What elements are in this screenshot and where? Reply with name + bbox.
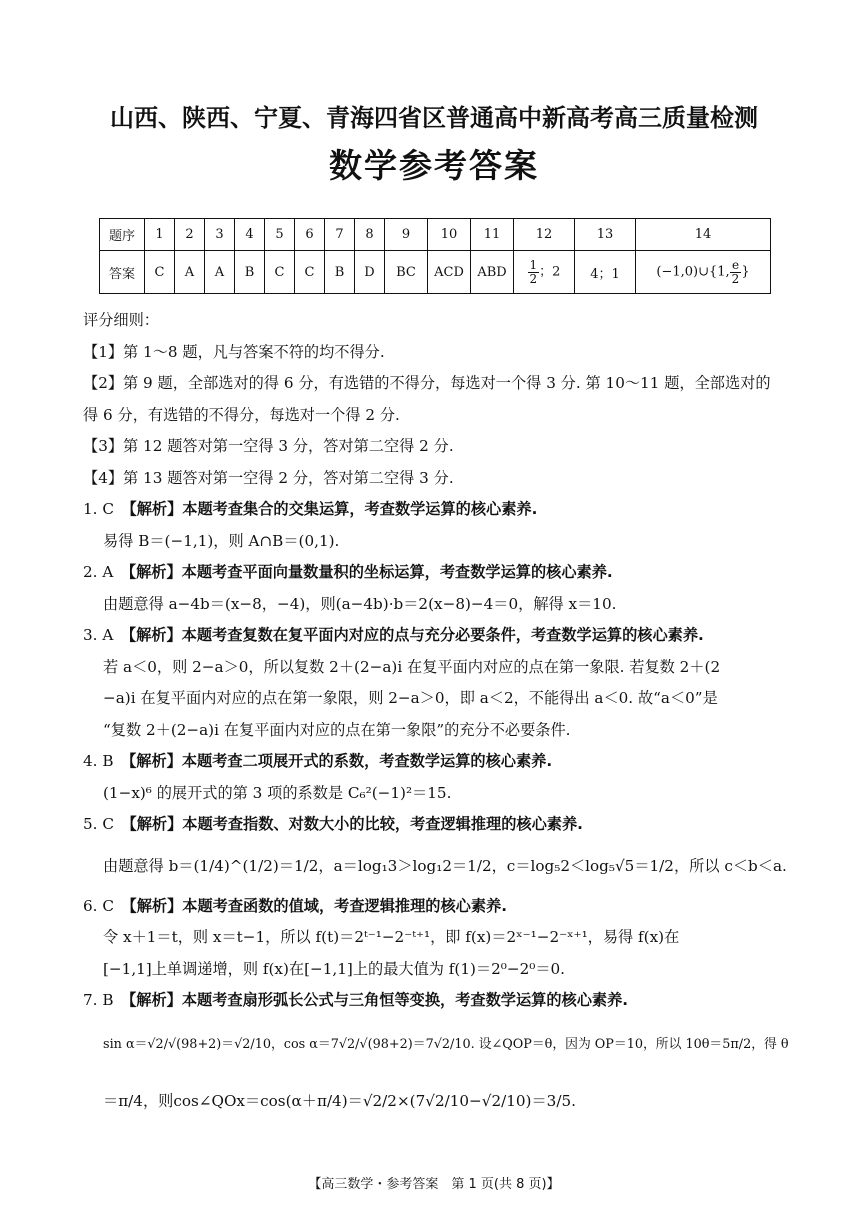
table-cell: A: [175, 251, 205, 294]
table-cell: A: [205, 251, 235, 294]
scoring-rule: 【3】第 12 题答对第一空得 3 分，答对第二空得 2 分.: [83, 437, 454, 455]
table-cell: 13: [575, 219, 636, 251]
table-cell: 3: [205, 219, 235, 251]
table-cell: 14: [636, 219, 771, 251]
solution-line: 由题意得 a−4b＝(x−8，−4)，则(a−4b)·b＝2(x−8)−4＝0，解得 x＝10.: [103, 594, 617, 613]
table-cell: 题序: [100, 219, 145, 251]
question-3-header: [83, 620, 795, 652]
page-title: 山西、陕西、宁夏、青海四省区普通高中新高考高三质量检测: [110, 104, 758, 132]
analysis-title: 【解析】本题考查集合的交集运算，考查数学运算的核心素养.: [129, 500, 538, 518]
table-cell: 2: [175, 219, 205, 251]
solution-line: 若 a＜0，则 2−a＞0，所以复数 2＋(2−a)i 在复平面内对应的点在第一象限. 若复数 2＋(2: [103, 657, 721, 676]
scoring-title: 评分细则：: [83, 311, 159, 329]
answer-label: 4. B: [83, 752, 129, 770]
solution-line: [−1,1]上单调递增，则 f(x)在[−1,1]上的最大值为 f(1)＝2⁰−2⁰＝0.: [103, 959, 566, 978]
solution-line: ＝π/4，则cos∠QOx＝cos(α＋π/4)＝√2/2×(7√2/10−√2/10)＝3/5.: [103, 1091, 576, 1110]
solution-line: −a)i 在复平面内对应的点在第一象限，则 2−a＞0，即 a＜2，不能得出 a＜0. 故“a＜0”是: [103, 689, 718, 707]
table-cell: 1: [145, 219, 175, 251]
question-5-header: [83, 809, 795, 841]
table-cell: 答案: [100, 251, 145, 294]
table-cell: 9: [385, 219, 428, 251]
analysis-title: 【解析】本题考查扇形弧长公式与三角恒等变换，考查数学运算的核心素养.: [128, 991, 629, 1009]
table-cell-12: [514, 251, 575, 294]
solution-line: 由题意得 b＝(1/4)^(1/2)＝1/2，a＝log₁3＞log₁2＝1/2，c＝log₅2＜log₅√5＝1/2，所以 c＜b＜a.: [103, 856, 787, 875]
table-cell: B: [235, 251, 265, 294]
table-cell-14: [636, 251, 771, 294]
answer-label: 6. C: [83, 896, 130, 915]
table-cell: 12: [514, 219, 575, 251]
answer-label: 2. A: [83, 563, 129, 581]
table-cell: C: [145, 251, 175, 294]
question-2-header: [83, 557, 795, 589]
solution-line: sin α＝√2/√(98+2)＝√2/10，cos α＝7√2/√(98+2)＝7√2/10. 设∠QOP＝θ，因为 OP＝10，所以 10θ＝5π/2，得 θ: [103, 1036, 789, 1052]
answer-label: 3. A: [83, 626, 129, 644]
table-cell: BC: [385, 251, 428, 294]
denominator: 2: [731, 271, 740, 286]
scoring-rule: 【2】第 9 题，全部选对的得 6 分，有选错的不得分，每选对一个得 3 分. 第 10～11 题，全部选对的: [83, 374, 771, 392]
analysis-title: 【解析】本题考查二项展开式的系数，考查数学运算的核心素养.: [128, 752, 553, 770]
question-1-header: [83, 494, 795, 526]
solution-line: (1−x)⁶ 的展开式的第 3 项的系数是 C₆²(−1)²＝15.: [103, 783, 452, 802]
analysis-title: 【解析】本题考查函数的值域，考查逻辑推理的核心素养.: [129, 896, 507, 915]
table-row: [100, 219, 771, 251]
fraction: [528, 259, 540, 285]
answer-label: 7. B: [83, 991, 129, 1009]
answer-part: }: [741, 264, 750, 280]
page-footer: 【高三数学・参考答案 第 1 页(共 8 页)】: [308, 1177, 560, 1192]
question-4-header: [83, 746, 795, 778]
table-cell: C: [295, 251, 325, 294]
solution-line: 易得 B＝(−1,1)，则 A∩B＝(0,1).: [103, 531, 340, 550]
answer-label: 1. C: [83, 500, 130, 518]
analysis-title: 【解析】本题考查平面向量数量积的坐标运算，考查数学运算的核心素养.: [128, 563, 613, 581]
question-7-header: [83, 985, 795, 1017]
table-cell: 11: [471, 219, 514, 251]
table-cell: 6: [295, 219, 325, 251]
table-cell: C: [265, 251, 295, 294]
analysis-title: 【解析】本题考查复数在复平面内对应的点与充分必要条件，考查数学运算的核心素养.: [128, 626, 704, 644]
page-subtitle: 数学参考答案: [329, 146, 539, 185]
table-cell: B: [325, 251, 355, 294]
solution-line: 令 x＋1＝t，则 x＝t−1，所以 f(t)＝2ᵗ⁻¹−2⁻ᵗ⁺¹，即 f(x)＝2ˣ⁻¹−2⁻ˣ⁺¹，易得 f(x)在: [103, 928, 680, 946]
table-cell: ABD: [471, 251, 514, 294]
answer-body: [83, 305, 795, 1129]
table-cell: 5: [265, 219, 295, 251]
analysis-title: 【解析】本题考查指数、对数大小的比较，考查逻辑推理的核心素养.: [129, 815, 583, 833]
table-cell: 8: [355, 219, 385, 251]
table-row: [100, 251, 771, 294]
table-cell: 10: [428, 219, 471, 251]
numerator: 1: [529, 257, 538, 272]
denominator: 2: [529, 271, 538, 286]
numerator: e: [730, 259, 742, 273]
table-cell: 4: [235, 219, 265, 251]
table-cell: 4；1: [575, 251, 636, 294]
answer-table: [99, 218, 771, 294]
answer-part: (−1,0)∪{1,: [656, 264, 730, 280]
table-cell: D: [355, 251, 385, 294]
fraction: [730, 259, 742, 285]
solution-line: “复数 2＋(2−a)i 在复平面内对应的点在第一象限”的充分不必要条件.: [103, 720, 571, 739]
answer-label: 5. C: [83, 815, 130, 833]
table-cell: ACD: [428, 251, 471, 294]
scoring-rule: 【4】第 13 题答对第一空得 2 分，答对第二空得 3 分.: [83, 468, 454, 487]
answer-tail: ；2: [539, 264, 561, 280]
scoring-rule: 得 6 分，有选错的不得分，每选对一个得 2 分.: [83, 405, 400, 424]
table-cell: 7: [325, 219, 355, 251]
question-6-header: [83, 891, 795, 923]
scoring-rule: 【1】第 1～8 题，凡与答案不符的均不得分.: [83, 342, 385, 361]
